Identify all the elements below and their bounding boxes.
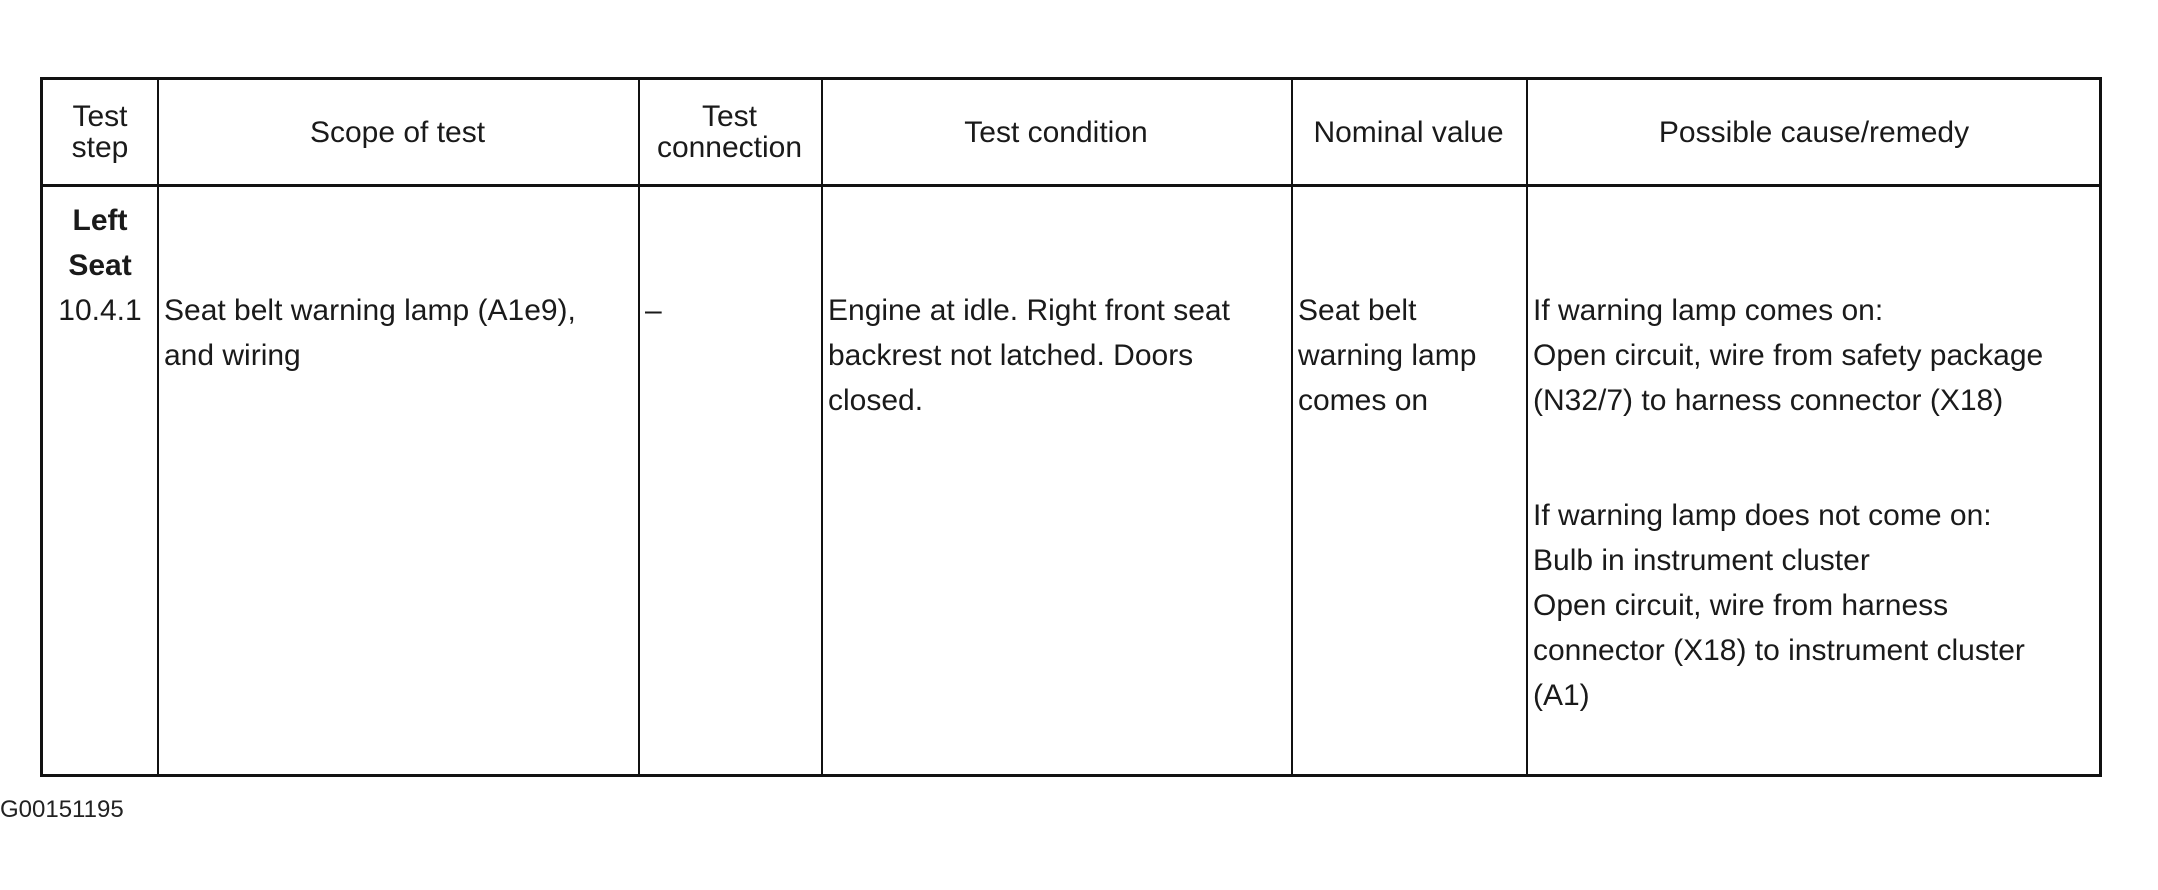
- nominal-value-text: Seat belt warning lamp comes on: [1298, 294, 1477, 417]
- test-condition-text: Engine at idle. Right front seat backrest not latched. Doors closed.: [828, 294, 1230, 417]
- header-divider: [43, 184, 2099, 187]
- test-connection-text: –: [645, 294, 662, 327]
- section-label-left-seat: Left Seat: [68, 204, 132, 282]
- header-test-step: Test step: [71, 100, 129, 164]
- diagnostic-test-table: [40, 77, 2102, 777]
- header-possible-cause-remedy: Possible cause/remedy: [1658, 115, 1970, 149]
- header-test-condition: Test condition: [964, 115, 1148, 149]
- remedy-if-lamp-does-not-come-on: If warning lamp does not come on: Bulb in instrument cluster Open circuit, wire from harness connector (X18) to instrument cluster (A1): [1533, 499, 2025, 712]
- scope-of-test-text: Seat belt warning lamp (A1e9), and wiring: [164, 294, 576, 372]
- header-test-connection: Test connection: [656, 100, 803, 164]
- header-nominal-value: Nominal value: [1313, 115, 1504, 149]
- remedy-if-lamp-comes-on: If warning lamp comes on: Open circuit, wire from safety package (N32/7) to harness connector (X18): [1533, 294, 2044, 417]
- header-scope-of-test: Scope of test: [309, 115, 486, 149]
- test-step-number: 10.4.1: [58, 294, 142, 327]
- figure-code: G00151195: [0, 796, 124, 823]
